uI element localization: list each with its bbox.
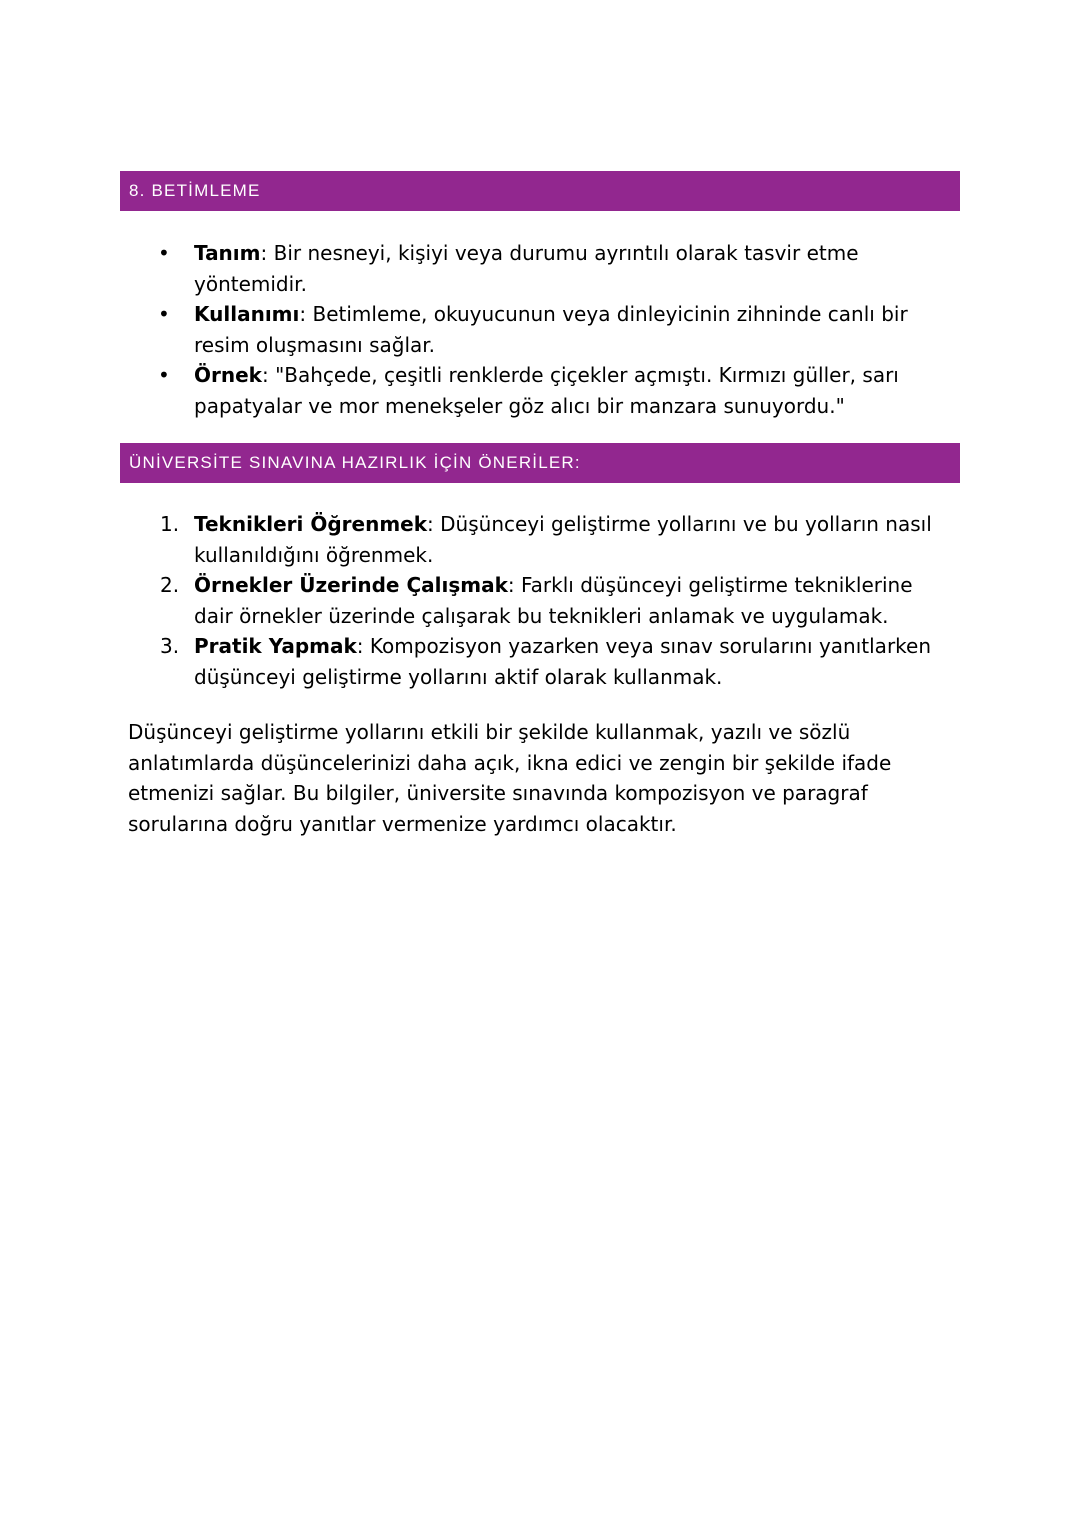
item-term: Kullanımı xyxy=(194,302,300,326)
list-item: • Tanım: Bir nesneyi, kişiyi veya durumu ayrıntılı olarak tasvir etme yöntemidir. xyxy=(120,238,960,299)
betimleme-list xyxy=(120,238,960,421)
item-text: Betimleme, okuyucunun veya dinleyicinin zihninde canlı bir resim oluşmasını sağlar. xyxy=(194,302,908,357)
bullet-icon: • xyxy=(158,241,170,265)
closing-paragraph: Düşünceyi geliştirme yollarını etkili bir şekilde kullanmak, yazılı ve sözlü anlatımlarda düşüncelerinizi daha açık, ikna edici ve zengin bir şekilde ifade etmenizi sağlar. Bu bilgiler, üniversite sınavında kompozisyon ve paragraf sorularına doğru yanıtlar vermenize yardımcı olacaktır. xyxy=(128,720,892,836)
item-term: Tanım xyxy=(194,241,261,265)
section-heading-oneriler xyxy=(120,443,960,483)
list-item: • Kullanımı: Betimleme, okuyucunun veya dinleyicinin zihninde canlı bir resim oluşmasını sağlar. xyxy=(120,299,960,360)
item-term: Teknikleri Öğrenmek xyxy=(194,512,428,536)
item-text: Farklı düşünceyi geliştirme tekniklerine dair örnekler üzerinde çalışarak bu teknikleri anlamak ve uygulamak. xyxy=(194,573,913,628)
section-heading-text: 8. BETİMLEME xyxy=(129,181,261,200)
item-number: 3. xyxy=(160,634,180,658)
item-term: Örnek xyxy=(194,363,262,387)
oneriler-list xyxy=(120,509,960,692)
item-text: Bir nesneyi, kişiyi veya durumu ayrıntılı olarak tasvir etme yöntemidir. xyxy=(194,241,859,296)
bullet-icon: • xyxy=(158,302,170,326)
item-term: Pratik Yapmak xyxy=(194,634,357,658)
bullet-icon: • xyxy=(158,363,170,387)
item-number: 2. xyxy=(160,573,180,597)
item-text: "Bahçede, çeşitli renklerde çiçekler açmıştı. Kırmızı güller, sarı papatyalar ve mor menekşeler göz alıcı bir manzara sunuyordu." xyxy=(194,363,899,418)
item-number: 1. xyxy=(160,512,180,536)
item-text: Kompozisyon yazarken veya sınav sorularını yanıtlarken düşünceyi geliştirme yollarını aktif olarak kullanmak. xyxy=(194,634,932,689)
section-heading-betimleme xyxy=(120,171,960,211)
list-item: 1. Teknikleri Öğrenmek: Düşünceyi geliştirme yollarını ve bu yolların nasıl kullanıldığını öğrenmek. xyxy=(120,509,960,570)
section-heading-text: ÜNİVERSİTE SINAVINA HAZIRLIK İÇİN ÖNERİLER: xyxy=(129,453,581,472)
list-item: 3. Pratik Yapmak: Kompozisyon yazarken veya sınav sorularını yanıtlarken düşünceyi geliştirme yollarını aktif olarak kullanmak. xyxy=(120,631,960,692)
item-term: Örnekler Üzerinde Çalışmak xyxy=(194,573,508,597)
list-item: 2. Örnekler Üzerinde Çalışmak: Farklı düşünceyi geliştirme tekniklerine dair örnekler üzerinde çalışarak bu teknikleri anlamak ve uygulamak. xyxy=(120,570,960,631)
item-text: Düşünceyi geliştirme yollarını ve bu yolların nasıl kullanıldığını öğrenmek. xyxy=(194,512,932,567)
list-item: • Örnek: "Bahçede, çeşitli renklerde çiçekler açmıştı. Kırmızı güller, sarı papatyalar ve mor menekşeler göz alıcı bir manzara sunuyordu." xyxy=(120,360,960,421)
